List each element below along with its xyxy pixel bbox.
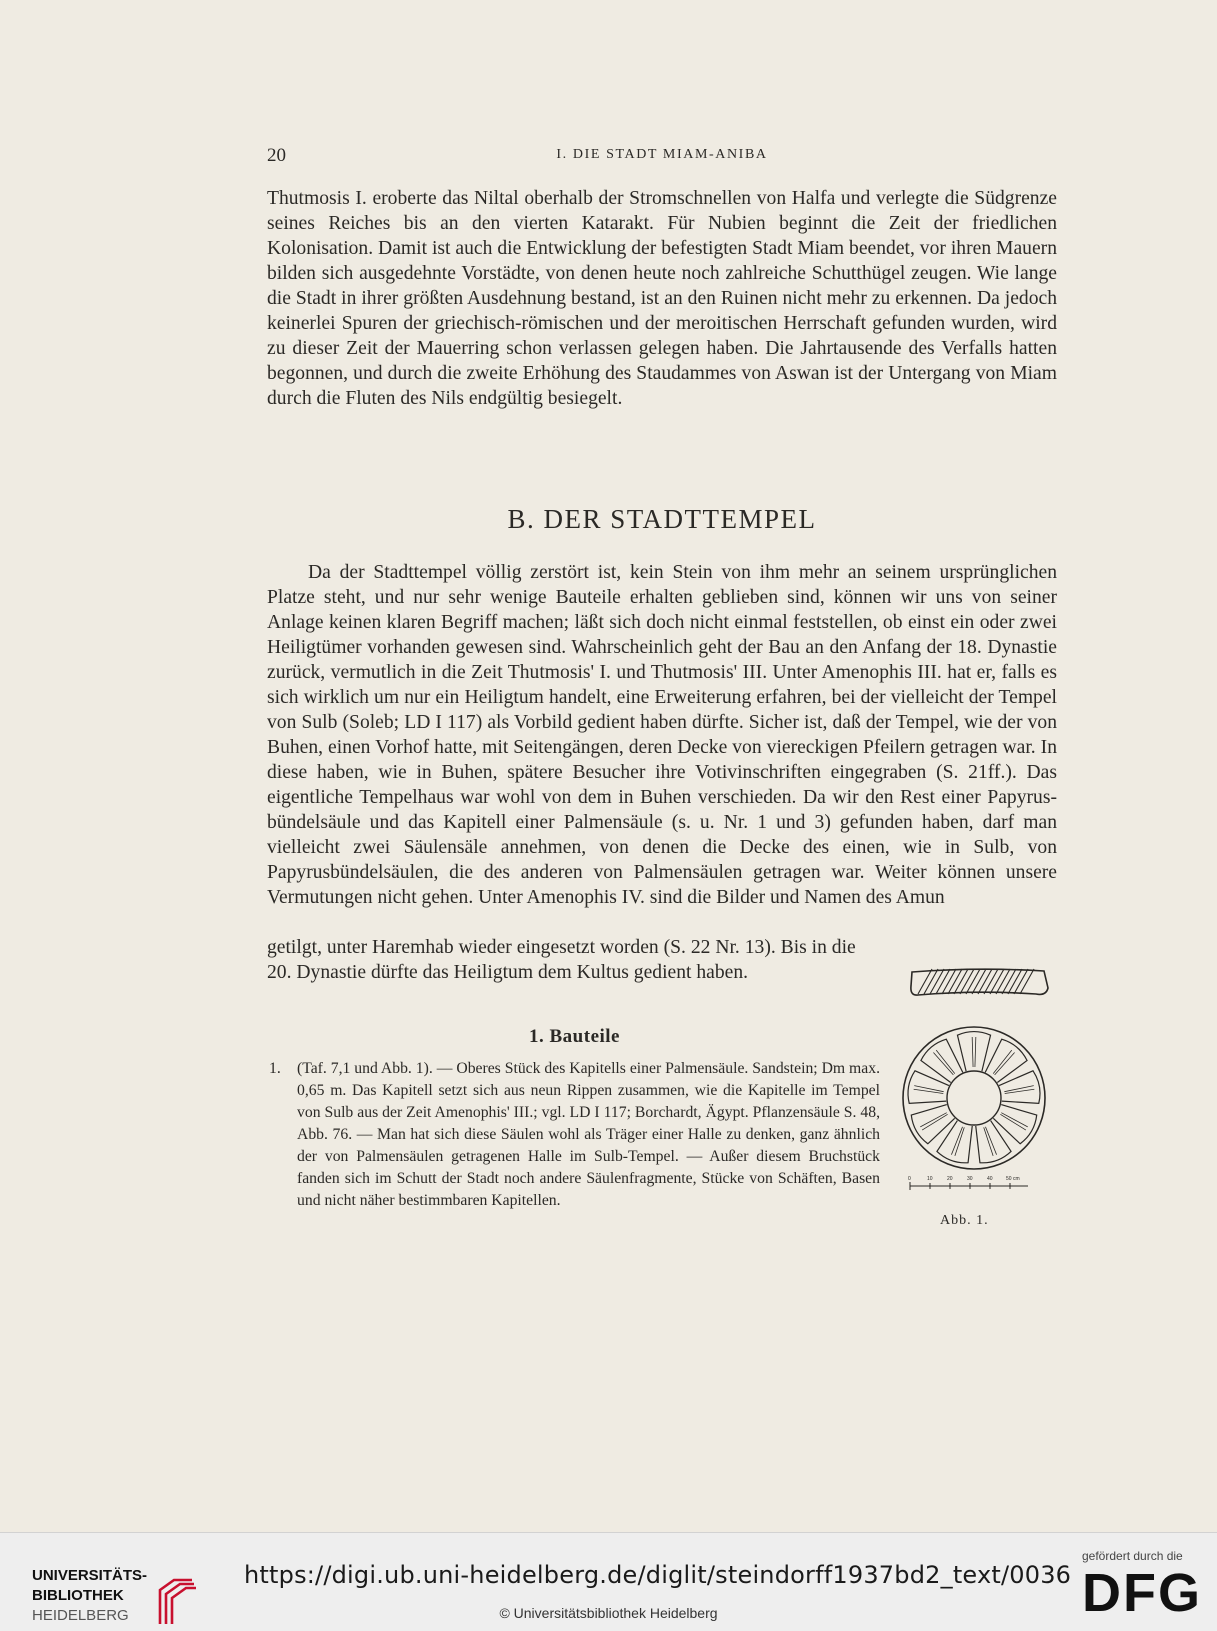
capital-rib-midrib <box>975 1037 976 1067</box>
capital-rib <box>908 1071 949 1104</box>
page-url-link[interactable]: https://digi.ub.uni-heidelberg.de/diglit/steindorff1937bd2_text/0036 <box>244 1561 1072 1589</box>
scale-tick-30: 30 <box>967 1176 973 1182</box>
entry-number: 1. <box>269 1060 281 1077</box>
capital-rib-midrib <box>920 1113 946 1127</box>
paragraph-thutmosis: Thutmosis I. eroberte das Niltal oberhalb der Stromschnellen von Halfa und verlegte die Südgrenze seines Reiches bis an den vierten Katarakt. Für Nubien beginnt die Zeit der friedlichen Kolonisation. Damit ist auch die Entwicklung der befestigten Stadt Miam beendet, vor ihren Mauern bilden sich ausgedehnte Vorstädte, von denen heute noch zahlreiche Schutthügel zeugen. Wie lange die Stadt in ihrer größten Ausdehnung bestand, ist an den Ruinen nicht mehr zu erkennen. Da jedoch keinerlei Spuren der griechisch-römischen und der meroitischen Herrschaft gefunden wurden, wird zu dieser Zeit der Mauerring schon verlassen gelegen haben. Die Jahrtausende des Verfalls hatten begonnen, und durch die zweite Erhöhung des Staudammes von Aswan ist der Untergang von Miam durch die Fluten des Nils endgültig besiegelt. <box>267 188 1057 409</box>
scale-tick-0: 0 <box>908 1176 911 1182</box>
capital-rib-midrib <box>914 1089 944 1093</box>
capital-rib <box>957 1032 990 1072</box>
capital-rib-midrib <box>936 1050 955 1074</box>
funding-note: gefördert durch die <box>1082 1549 1183 1563</box>
capital-rib-midrib <box>1005 1089 1035 1093</box>
scale-labels <box>908 1176 1020 1182</box>
capital-rib-midrib <box>1000 1114 1026 1130</box>
copyright-notice: © Universitätsbibliothek Heidelberg <box>499 1605 718 1621</box>
capital-rib <box>911 1105 954 1144</box>
running-title: I. DIE STADT MIAM-ANIBA <box>556 147 768 162</box>
capital-plan-figure <box>900 1022 1050 1204</box>
scale-tick-50: 50 cm <box>1006 1176 1020 1182</box>
capital-rib <box>976 1121 1011 1163</box>
capital-rib-midrib <box>972 1037 973 1067</box>
capital-rib <box>937 1121 972 1163</box>
figure-caption: Abb. 1. <box>940 1213 989 1228</box>
scale-tick-40: 40 <box>987 1176 993 1182</box>
capital-rib-midrib <box>914 1086 943 1092</box>
capital-rib-midrib <box>1004 1086 1033 1092</box>
capital-rib <box>993 1105 1036 1144</box>
dfg-logo[interactable]: DFG <box>1082 1563 1202 1623</box>
running-head <box>267 145 1057 169</box>
subsection-heading: 1. Bauteile <box>529 1026 620 1047</box>
capital-outer-ring <box>903 1027 1045 1169</box>
capital-rib-midrib <box>922 1114 948 1130</box>
viewer-footer <box>0 1532 1217 1631</box>
scale-tick-10: 10 <box>927 1176 933 1182</box>
column-fragment-figure <box>908 966 1050 998</box>
paragraph-stadttempel-end: getilgt, unter Haremhab wieder eingesetzt worden (S. 22 Nr. 13). Bis in die 20. Dynastie dürfte das Heiligtum dem Kultus gedient haben. <box>267 937 856 983</box>
capital-ribs <box>908 1032 1040 1163</box>
capital-rib-midrib <box>993 1050 1012 1074</box>
capital-rib-midrib <box>1001 1113 1027 1127</box>
library-name-line-3: HEIDELBERG <box>32 1607 129 1624</box>
library-name-line-1: UNIVERSITÄTS- <box>32 1567 148 1584</box>
capital-rib <box>999 1071 1040 1104</box>
paragraph-stadttempel: Da der Stadttempel völlig zerstört ist, kein Stein von ihm mehr an seinem ursprünglichen Platze steht, und nur sehr wenige Bauteile erhalten geblieben sind, können wir uns von seiner Anlage keinen klaren Begriff machen; läßt sich doch nicht einmal feststellen, ob einst ein oder zwei Heiligtümer vorhanden gewesen sind. Wahrscheinlich geht der Bau an den Anfang der 18. Dynastie zurück, vermutlich in die Zeit Thutmosis' I. und Thutmosis' III. Unter Amenophis III. hat er, falls es sich wirklich um nur ein Heiligtum handelt, eine Erweiterung erfahren, bei der vielleicht der Tempel von Sulb (Soleb; LD I 117) als Vorbild gedient haben dürfte. Sicher ist, daß der Tempel, wie der von Buhen, einen Vorhof hatte, mit Seitengängen, deren Decke von viereckigen Pfeilern getragen war. In diese haben, wie in Buhen, spätere Besucher ihre Votivinschriften eingegraben (S. 21ff.). Das eigentliche Tempelhaus war wohl von dem in Buhen verschieden. Da wir den Rest einer Papyrusbündelsäule und das Kapitell einer Palmensäule (s. u. Nr. 1 und 3) gefunden haben, darf man vielleicht zwei Säulensäle annehmen, von denen die Decke des einen, wie in Sulb, von Papyrusbündelsäulen, die des anderen von Palmensäulen getragen war. Weiter können unsere Vermutungen nicht gehen. Unter Amenophis IV. sind die Bilder und Namen des Amun <box>267 562 1057 908</box>
scale-tick-20: 20 <box>947 1176 953 1182</box>
section-heading: B. DER STADTTEMPEL <box>507 504 817 534</box>
library-name-line-2: BIBLIOTHEK <box>32 1587 124 1604</box>
entry-text: (Taf. 7,1 und Abb. 1). — Oberes Stück des Kapitells einer Palmensäule. Sandstein; Dm max. 0,65 m. Das Kapitell setzt sich aus neun Rippen zusammen, wie die Kapitelle im Tempel von Sulb aus der Zeit Amenophis' III.; vgl. LD I 117; Borchardt, Ägypt. Pflanzensäule S. 48, Abb. 76. — Man hat sich diese Säulen wohl als Träger einer Halle zu denken, ganz ähnlich der von Palmensäulen getragenen Halle im Sulb-Tempel. — Außer diesem Bruchstück fanden sich im Schutt der Stadt noch andere Säulenfragmente, Stücke von Schäften, Basen und nicht näher bestimmbaren Kapitellen. <box>297 1060 880 1209</box>
scale-bar <box>910 1182 1028 1190</box>
capital-core <box>947 1071 1001 1125</box>
column-fragment-hatching <box>918 969 1034 994</box>
page-number: 20 <box>267 145 286 166</box>
